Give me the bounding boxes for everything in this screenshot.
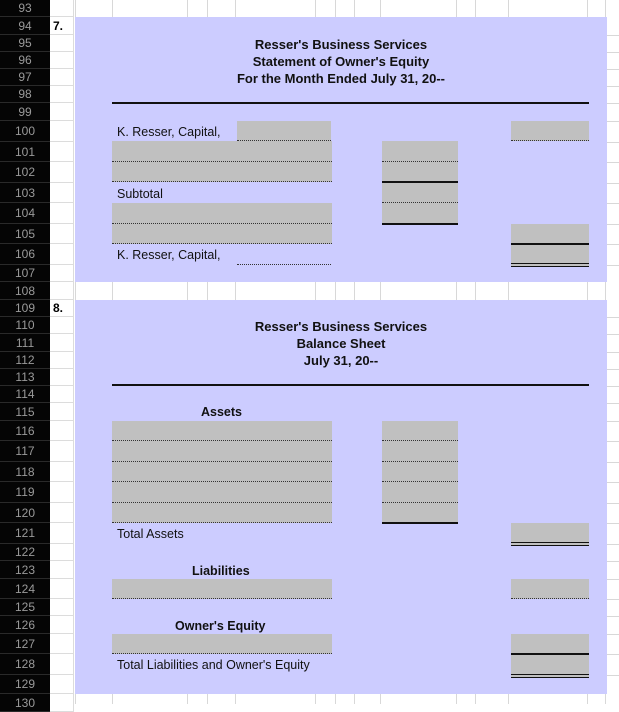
owners-equity-label-input[interactable] (112, 634, 332, 654)
cell[interactable] (50, 634, 74, 654)
row-header[interactable]: 121 (0, 523, 50, 544)
row-header[interactable]: 103 (0, 183, 50, 203)
row-header[interactable]: 130 (0, 694, 50, 712)
cell[interactable] (50, 142, 74, 162)
statement-period: For the Month Ended July 31, 20-- (236, 71, 446, 86)
cell[interactable] (50, 334, 74, 352)
cell[interactable] (50, 203, 74, 224)
asset-amount-input-2[interactable] (382, 441, 458, 462)
grid-row-130[interactable] (75, 694, 619, 704)
row-header[interactable]: 118 (0, 462, 50, 482)
cell[interactable] (50, 244, 74, 265)
asset-amount-input-3[interactable] (382, 462, 458, 482)
row-header[interactable]: 101 (0, 142, 50, 162)
row-header[interactable]: 125 (0, 599, 50, 616)
asset-label-input-1[interactable] (112, 421, 332, 441)
cell[interactable] (50, 183, 74, 203)
deduction-amount-input-1[interactable] (382, 203, 458, 225)
capital-end-amount-input[interactable] (511, 245, 589, 267)
assets-heading: Assets (201, 405, 242, 419)
capital-begin-amount-input[interactable] (511, 121, 589, 141)
cell[interactable] (50, 282, 74, 300)
row-header[interactable]: 102 (0, 162, 50, 183)
cell[interactable] (50, 544, 74, 561)
capital-end-label: K. Resser, Capital, (117, 248, 221, 262)
owners-equity-heading: Owner's Equity (175, 619, 266, 633)
cell[interactable] (50, 162, 74, 183)
statement-title: Balance Sheet (296, 336, 386, 351)
addition-amount-input-1[interactable] (382, 141, 458, 162)
capital-end-date-input[interactable] (237, 245, 331, 265)
cell[interactable] (50, 694, 74, 712)
row-header[interactable]: 123 (0, 561, 50, 579)
row-header[interactable]: 126 (0, 616, 50, 634)
cell[interactable] (50, 421, 74, 441)
row-header[interactable]: 113 (0, 369, 50, 386)
cell[interactable] (50, 675, 74, 694)
total-liabilities-equity-label: Total Liabilities and Owner's Equity (117, 658, 310, 672)
capital-begin-date-input[interactable] (237, 121, 331, 141)
row-header[interactable]: 119 (0, 482, 50, 503)
subtotal-amount-input[interactable] (382, 183, 458, 203)
cell[interactable] (50, 616, 74, 634)
statement-date: July 31, 20-- (303, 353, 379, 368)
cell[interactable] (50, 317, 74, 334)
cell[interactable] (50, 0, 74, 17)
row-header[interactable]: 98 (0, 86, 50, 103)
row-header[interactable]: 99 (0, 103, 50, 121)
company-name: Resser's Business Services (254, 319, 428, 334)
owners-equity-amount-input[interactable] (511, 634, 589, 655)
cell[interactable] (50, 35, 74, 52)
subtotal-label: Subtotal (117, 187, 163, 201)
cell[interactable] (50, 52, 74, 69)
liabilities-heading: Liabilities (192, 564, 250, 578)
total-liabilities-equity-amount-input[interactable] (511, 655, 589, 678)
deduction-label-input-1[interactable] (112, 203, 332, 224)
cell[interactable] (50, 86, 74, 103)
addition-label-input-2[interactable] (112, 162, 332, 182)
row-header[interactable]: 117 (0, 441, 50, 462)
right-column-cells[interactable] (607, 300, 619, 694)
row-header[interactable]: 128 (0, 654, 50, 675)
statement-title: Statement of Owner's Equity (252, 54, 430, 69)
section7-number[interactable]: 7. (50, 17, 74, 35)
cell[interactable] (50, 462, 74, 482)
row-header[interactable]: 108 (0, 282, 50, 300)
row-header[interactable]: 127 (0, 634, 50, 654)
cell[interactable] (50, 265, 74, 282)
company-name: Resser's Business Services (254, 37, 428, 52)
cell[interactable] (50, 579, 74, 599)
row-header[interactable]: 115 (0, 403, 50, 421)
row-header[interactable]: 104 (0, 203, 50, 224)
row-header[interactable]: 116 (0, 421, 50, 441)
asset-label-input-4[interactable] (112, 482, 332, 503)
row-header[interactable]: 112 (0, 352, 50, 369)
row-header[interactable]: 96 (0, 52, 50, 69)
row-header[interactable]: 107 (0, 265, 50, 282)
statement-of-owners-equity-panel (75, 17, 607, 282)
section8-number[interactable]: 8. (50, 300, 74, 317)
cell[interactable] (50, 121, 74, 142)
cell[interactable] (50, 224, 74, 244)
row-header[interactable]: 114 (0, 386, 50, 403)
cell[interactable] (50, 599, 74, 616)
grid-row-108[interactable] (75, 282, 619, 301)
capital-begin-label: K. Resser, Capital, (117, 125, 221, 139)
row-header[interactable]: 120 (0, 503, 50, 523)
asset-label-input-3[interactable] (112, 462, 332, 482)
asset-amount-input-1[interactable] (382, 421, 458, 441)
right-column-cells[interactable] (607, 17, 619, 282)
liability-label-input[interactable] (112, 579, 332, 599)
addition-label-input-1[interactable] (112, 141, 332, 162)
row-header[interactable]: 94 (0, 17, 50, 35)
cell[interactable] (50, 482, 74, 503)
cell[interactable] (50, 561, 74, 579)
asset-label-input-5[interactable] (112, 503, 332, 523)
heading-rule (112, 384, 589, 386)
total-assets-label: Total Assets (117, 527, 184, 541)
addition-amount-input-2[interactable] (382, 162, 458, 183)
cell[interactable] (50, 103, 74, 121)
row-header[interactable]: 110 (0, 317, 50, 334)
row-header[interactable]: 129 (0, 675, 50, 694)
asset-label-input-2[interactable] (112, 441, 332, 462)
asset-amount-input-4[interactable] (382, 482, 458, 503)
row-header[interactable]: 109 (0, 300, 50, 317)
asset-amount-input-5[interactable] (382, 503, 458, 524)
heading-rule (112, 102, 589, 104)
cell[interactable] (50, 503, 74, 523)
row-header[interactable]: 93 (0, 0, 50, 17)
net-change-amount-input[interactable] (511, 224, 589, 245)
row-header[interactable]: 122 (0, 544, 50, 561)
row-header[interactable]: 95 (0, 35, 50, 52)
deduction-label-input-2[interactable] (112, 224, 332, 244)
liability-amount-input[interactable] (511, 579, 589, 599)
cell[interactable] (50, 403, 74, 421)
cell[interactable] (50, 441, 74, 462)
total-assets-amount-input[interactable] (511, 523, 589, 546)
cell[interactable] (50, 369, 74, 386)
row-header[interactable]: 100 (0, 121, 50, 142)
cell[interactable] (50, 523, 74, 544)
cell[interactable] (50, 352, 74, 369)
cell[interactable] (50, 69, 74, 86)
cell[interactable] (50, 386, 74, 403)
grid-row-93[interactable] (75, 0, 619, 18)
cell[interactable] (50, 654, 74, 675)
row-header[interactable]: 97 (0, 69, 50, 86)
row-header[interactable]: 106 (0, 244, 50, 265)
row-header[interactable]: 105 (0, 224, 50, 244)
row-header[interactable]: 124 (0, 579, 50, 599)
balance-sheet-panel (75, 300, 607, 694)
row-header[interactable]: 111 (0, 334, 50, 352)
